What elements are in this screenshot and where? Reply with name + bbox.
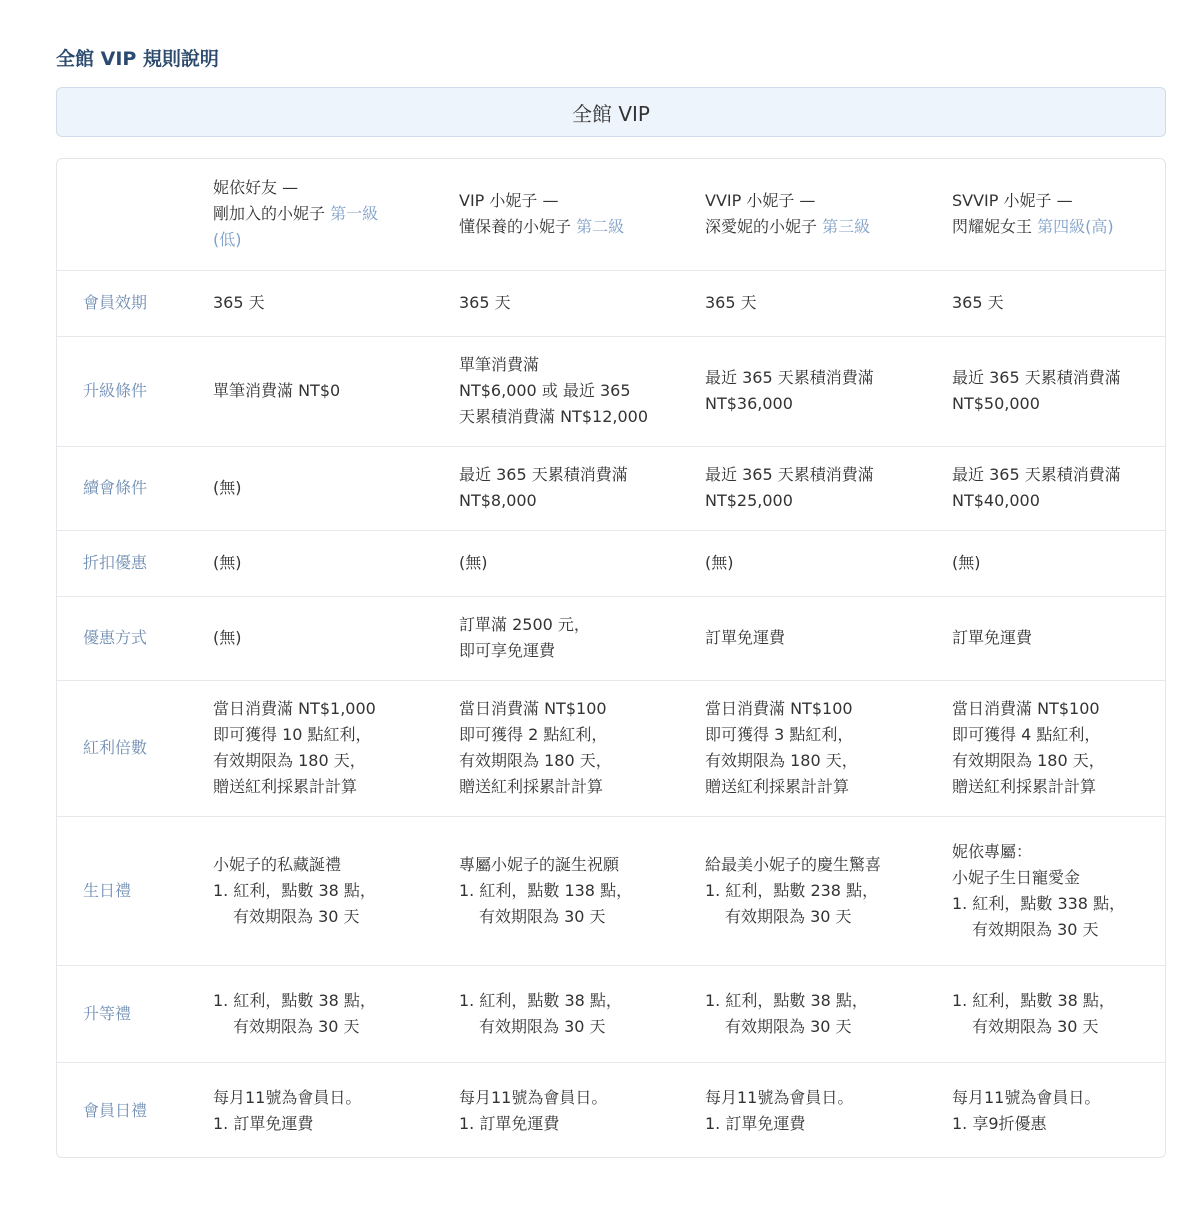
cell-line: (無) bbox=[213, 553, 242, 572]
table-cell bbox=[952, 596, 1165, 680]
table-row bbox=[57, 530, 1165, 596]
table-cell bbox=[705, 336, 952, 446]
cell-line: 單筆消費滿 NT$0 bbox=[213, 381, 341, 400]
cell-line: 有效期限為 180 天， bbox=[213, 751, 366, 770]
tier-name-line1: SVVIP 小妮子 — bbox=[952, 191, 1073, 211]
cell-line: NT$40,000 bbox=[952, 491, 1040, 510]
tier-level: 第二級 bbox=[576, 217, 625, 237]
table-cell bbox=[213, 446, 459, 530]
table-cell bbox=[213, 965, 459, 1062]
tier-name-line2: 懂保養的小妮子 第二級 bbox=[459, 217, 625, 237]
cell-line: NT$8,000 bbox=[459, 491, 537, 510]
tier-level-suffix: (低) bbox=[213, 230, 242, 250]
cell-line: 訂單滿 2500 元， bbox=[459, 615, 590, 634]
cell-line: 最近 365 天累積消費滿 bbox=[952, 465, 1121, 484]
row-label: 紅利倍數 bbox=[57, 680, 213, 816]
tier-header-cell bbox=[459, 159, 705, 270]
cell-line: NT$50,000 bbox=[952, 394, 1040, 413]
cell-line: (無) bbox=[213, 628, 242, 647]
cell-line: 即可獲得 10 點紅利， bbox=[213, 725, 372, 744]
cell-line: (無) bbox=[213, 478, 242, 497]
table-cell bbox=[952, 816, 1165, 965]
banner-title: 全館 VIP bbox=[572, 101, 650, 126]
tier-name-line2: 深愛妮的小妮子 第三級 bbox=[705, 217, 871, 237]
table-cell bbox=[705, 680, 952, 816]
cell-line: 當日消費滿 NT$100 bbox=[459, 699, 607, 718]
cell-line: 小妮子的私藏誕禮 bbox=[213, 854, 342, 874]
cell-line: (無) bbox=[952, 553, 981, 572]
table-cell bbox=[213, 596, 459, 680]
cell-line: 1. 訂單免運費 bbox=[213, 1113, 314, 1133]
cell-line: 有效期限為 30 天 bbox=[725, 906, 852, 926]
cell-line: 1. 紅利，點數 338 點， bbox=[952, 893, 1126, 913]
cell-line: 當日消費滿 NT$100 bbox=[705, 699, 853, 718]
row-label: 折扣優惠 bbox=[57, 530, 213, 596]
cell-line: NT$6,000 或 最近 365 bbox=[459, 381, 631, 400]
table-row bbox=[57, 680, 1165, 816]
table-row bbox=[57, 816, 1165, 965]
cell-line: 有效期限為 180 天， bbox=[952, 751, 1105, 770]
table-cell bbox=[705, 446, 952, 530]
cell-line: 訂單免運費 bbox=[705, 628, 786, 647]
table-row bbox=[57, 336, 1165, 446]
row-label: 升等禮 bbox=[57, 965, 213, 1062]
cell-line: 當日消費滿 NT$100 bbox=[952, 699, 1100, 718]
tier-level: 第一級 bbox=[330, 204, 379, 224]
tier-name-line1: 妮依好友 — bbox=[213, 178, 299, 198]
cell-line: NT$25,000 bbox=[705, 491, 793, 510]
cell-line: 贈送紅利採累計計算 bbox=[952, 777, 1097, 796]
cell-line: 給最美小妮子的慶生驚喜 bbox=[705, 854, 882, 874]
cell-line: 365 天 bbox=[213, 293, 265, 312]
table-row bbox=[57, 965, 1165, 1062]
table-cell bbox=[213, 1062, 459, 1158]
cell-line: 最近 365 天累積消費滿 bbox=[952, 368, 1121, 387]
cell-line: 天累積消費滿 NT$12,000 bbox=[459, 407, 648, 426]
cell-line: 有效期限為 30 天 bbox=[479, 1016, 606, 1036]
tier-name-line1: VVIP 小妮子 — bbox=[705, 191, 816, 211]
cell-line: 1. 紅利，點數 38 點， bbox=[705, 990, 868, 1010]
cell-line: 最近 365 天累積消費滿 bbox=[705, 465, 874, 484]
table-cell bbox=[459, 1062, 705, 1158]
cell-line: 有效期限為 30 天 bbox=[233, 906, 360, 926]
cell-line: 贈送紅利採累計計算 bbox=[459, 777, 604, 796]
table-cell bbox=[705, 270, 952, 336]
cell-line: NT$36,000 bbox=[705, 394, 793, 413]
cell-line: 每月11號為會員日。 bbox=[213, 1087, 362, 1107]
table-cell bbox=[952, 336, 1165, 446]
table-cell bbox=[459, 596, 705, 680]
table-row bbox=[57, 596, 1165, 680]
tier-header-row bbox=[57, 159, 1165, 270]
cell-line: 每月11號為會員日。 bbox=[459, 1087, 608, 1107]
cell-line: 即可獲得 4 點紅利， bbox=[952, 725, 1101, 744]
cell-line: 1. 紅利，點數 38 點， bbox=[213, 880, 376, 900]
table-cell bbox=[952, 270, 1165, 336]
table-cell bbox=[952, 680, 1165, 816]
row-label: 生日禮 bbox=[57, 816, 213, 965]
cell-line: 1. 紅利，點數 138 點， bbox=[459, 880, 633, 900]
cell-line: 有效期限為 30 天 bbox=[233, 1016, 360, 1036]
cell-line: (無) bbox=[459, 553, 488, 572]
cell-line: 365 天 bbox=[952, 293, 1004, 312]
table-cell bbox=[213, 816, 459, 965]
cell-line: 即可獲得 3 點紅利， bbox=[705, 725, 854, 744]
cell-line: 即可獲得 2 點紅利， bbox=[459, 725, 608, 744]
row-label: 升級條件 bbox=[57, 336, 213, 446]
tier-header-cell bbox=[705, 159, 952, 270]
cell-line: (無) bbox=[705, 553, 734, 572]
cell-line: 1. 紅利，點數 38 點， bbox=[459, 990, 622, 1010]
cell-line: 有效期限為 30 天 bbox=[479, 906, 606, 926]
cell-line: 1. 紅利，點數 238 點， bbox=[705, 880, 879, 900]
table-cell bbox=[952, 965, 1165, 1062]
row-label: 優惠方式 bbox=[57, 596, 213, 680]
cell-line: 有效期限為 30 天 bbox=[972, 919, 1099, 939]
table-cell bbox=[459, 965, 705, 1062]
cell-line: 每月11號為會員日。 bbox=[705, 1087, 854, 1107]
table-cell bbox=[459, 336, 705, 446]
rules-table bbox=[57, 159, 1165, 1158]
table-cell bbox=[705, 1062, 952, 1158]
cell-line: 單筆消費滿 bbox=[459, 355, 540, 374]
row-label: 會員日禮 bbox=[83, 1100, 148, 1120]
table-cell bbox=[705, 530, 952, 596]
table-row bbox=[57, 270, 1165, 336]
cell-line: 1. 訂單免運費 bbox=[459, 1113, 560, 1133]
table-row bbox=[57, 1062, 1165, 1158]
table-cell bbox=[459, 680, 705, 816]
cell-line: 小妮子生日寵愛金 bbox=[952, 867, 1081, 887]
table-cell bbox=[459, 816, 705, 965]
cell-line: 有效期限為 30 天 bbox=[972, 1016, 1099, 1036]
cell-line: 1. 紅利，點數 38 點， bbox=[213, 990, 376, 1010]
cell-line: 即可享免運費 bbox=[459, 641, 556, 660]
table-cell bbox=[213, 270, 459, 336]
cell-line: 1. 紅利，點數 38 點， bbox=[952, 990, 1115, 1010]
tier-header-cell bbox=[952, 159, 1165, 270]
table-cell bbox=[705, 816, 952, 965]
cell-line: 訂單免運費 bbox=[952, 628, 1033, 647]
tier-header-cell bbox=[213, 159, 459, 270]
table-cell bbox=[459, 530, 705, 596]
table-cell bbox=[459, 446, 705, 530]
cell-line: 最近 365 天累積消費滿 bbox=[459, 465, 628, 484]
page-title: 全館 VIP 規則說明 bbox=[56, 48, 219, 70]
cell-line: 贈送紅利採累計計算 bbox=[705, 777, 850, 796]
vip-banner bbox=[56, 87, 1166, 137]
row-label: 會員效期 bbox=[57, 270, 213, 336]
cell-line: 1. 訂單免運費 bbox=[705, 1113, 806, 1133]
table-cell bbox=[952, 530, 1165, 596]
header-corner bbox=[57, 159, 213, 270]
cell-line: 有效期限為 30 天 bbox=[725, 1016, 852, 1036]
table-cell bbox=[213, 336, 459, 446]
vip-rules-table bbox=[56, 158, 1166, 1158]
tier-level: 第三級 bbox=[822, 217, 871, 237]
table-cell bbox=[213, 530, 459, 596]
tier-name-line1: VIP 小妮子 — bbox=[459, 191, 559, 211]
table-cell bbox=[952, 446, 1165, 530]
cell-line: 1. 享9折優惠 bbox=[952, 1113, 1047, 1133]
row-label: 續會條件 bbox=[57, 446, 213, 530]
cell-line: 妮依專屬： bbox=[952, 841, 1033, 861]
table-cell bbox=[705, 596, 952, 680]
cell-line: 有效期限為 180 天， bbox=[705, 751, 858, 770]
table-cell bbox=[459, 270, 705, 336]
table-cell bbox=[213, 680, 459, 816]
table-row bbox=[57, 446, 1165, 530]
tier-name-line2: 剛加入的小妮子 第一級 bbox=[213, 204, 379, 224]
table-cell bbox=[705, 965, 952, 1062]
cell-line: 專屬小妮子的誕生祝願 bbox=[459, 854, 620, 874]
cell-line: 當日消費滿 NT$1,000 bbox=[213, 699, 376, 718]
tier-level: 第四級(高) bbox=[1037, 217, 1114, 237]
cell-line: 每月11號為會員日。 bbox=[952, 1087, 1101, 1107]
cell-line: 365 天 bbox=[459, 293, 511, 312]
tier-name-line2: 閃耀妮女王 第四級(高) bbox=[952, 217, 1114, 237]
table-cell bbox=[952, 1062, 1165, 1158]
cell-line: 有效期限為 180 天， bbox=[459, 751, 612, 770]
cell-line: 贈送紅利採累計計算 bbox=[213, 777, 358, 796]
cell-line: 最近 365 天累積消費滿 bbox=[705, 368, 874, 387]
cell-line: 365 天 bbox=[705, 293, 757, 312]
